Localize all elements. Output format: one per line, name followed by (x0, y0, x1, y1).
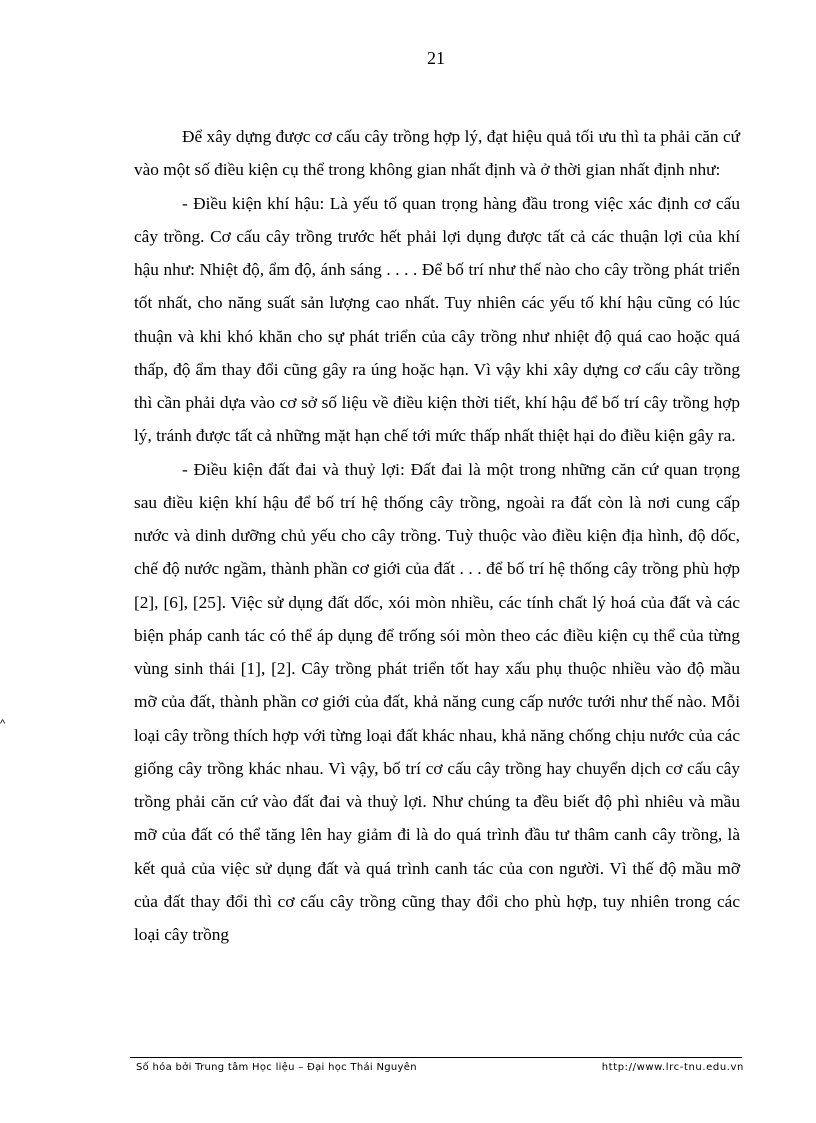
page-number: 21 (427, 48, 445, 68)
body-text (134, 120, 740, 951)
footer-divider (130, 1057, 742, 1058)
footer-url-link[interactable]: http://www.lrc-tnu.edu.vn (601, 1062, 744, 1073)
paragraph-soil-irrigation: - Điều kiện đất đai và thuỷ lợi: Đất đai là một trong những căn cứ quan trọng sau điều kiện khí hậu để bố trí hệ thống cây trồng, ngoài ra đất còn là nơi cung cấp nước và dinh dưỡng chủ yếu cho cây trồng. Tuỳ thuộc vào điều kiện địa hình, độ dốc, chế độ nước ngầm, thành phần cơ giới của đất . . . để bố trí hệ thống cây trồng phù hợp [2], [6], [25]. Việc sử dụng đất dốc, xói mòn nhiều, các tính chất lý hoá của đất và các biện pháp canh tác có thể áp dụng để trống sói mòn theo các điều kiện cụ thể của từng vùng sinh thái [1], [2]. Cây trồng phát triển tốt hay xấu phụ thuộc nhiều vào độ mầu mỡ của đất, thành phần cơ giới của đất, khả năng cung cấp nước tưới như thế nào. Mỗi loại cây trồng thích hợp với từng loại đất khác nhau, khả năng chống chịu nước của các giống cây trồng khác nhau. Vì vậy, bố trí cơ cấu cây trồng hay chuyển dịch cơ cấu cây trồng phải căn cứ vào đất đai và thuỷ lợi. Như chúng ta đều biết độ phì nhiêu và mầu mỡ của đất có thể tăng lên hay giảm đi là do quá trình đầu tư thâm canh cây trồng, là kết quả của việc sử dụng đất và quá trình canh tác của con người. Vì thế độ mầu mỡ của đất thay đổi thì cơ cấu cây trồng cũng thay đổi cho phù hợp, tuy nhiên trong các loại cây trồng (134, 459, 740, 944)
margin-mark: ^ (0, 718, 6, 730)
paragraph-climate: - Điều kiện khí hậu: Là yếu tố quan trọng hàng đầu trong việc xác định cơ cấu cây trồng. Cơ cấu cây trồng trước hết phải lợi dụng được tất cả các thuận lợi của khí hậu như: Nhiệt độ, ẩm độ, ánh sáng . . . . Để bố trí như thế nào cho cây trồng phát triển tốt nhất, cho năng suất sản lượng cao nhất. Tuy nhiên các yếu tố khí hậu cũng có lúc thuận và khi khó khăn cho sự phát triển của cây trồng như nhiệt độ quá cao hoặc quá thấp, độ ẩm thay đổi cũng gây ra úng hoặc hạn. Vì vậy khi xây dựng cơ cấu cây trồng thì cần phải dựa vào cơ sở số liệu về điều kiện thời tiết, khí hậu để bố trí cây trồng hợp lý, tránh được tất cả những mặt hạn chế tới mức thấp nhất thiệt hại do điều kiện gây ra. (134, 193, 740, 446)
paragraph-intro: Để xây dựng được cơ cấu cây trồng hợp lý, đạt hiệu quả tối ưu thì ta phải căn cứ vào một số điều kiện cụ thể trong không gian nhất định và ở thời gian nhất định như: (134, 127, 740, 180)
footer-source-text: Số hóa bởi Trung tâm Học liệu – Đại học Thái Nguyên (136, 1062, 417, 1073)
